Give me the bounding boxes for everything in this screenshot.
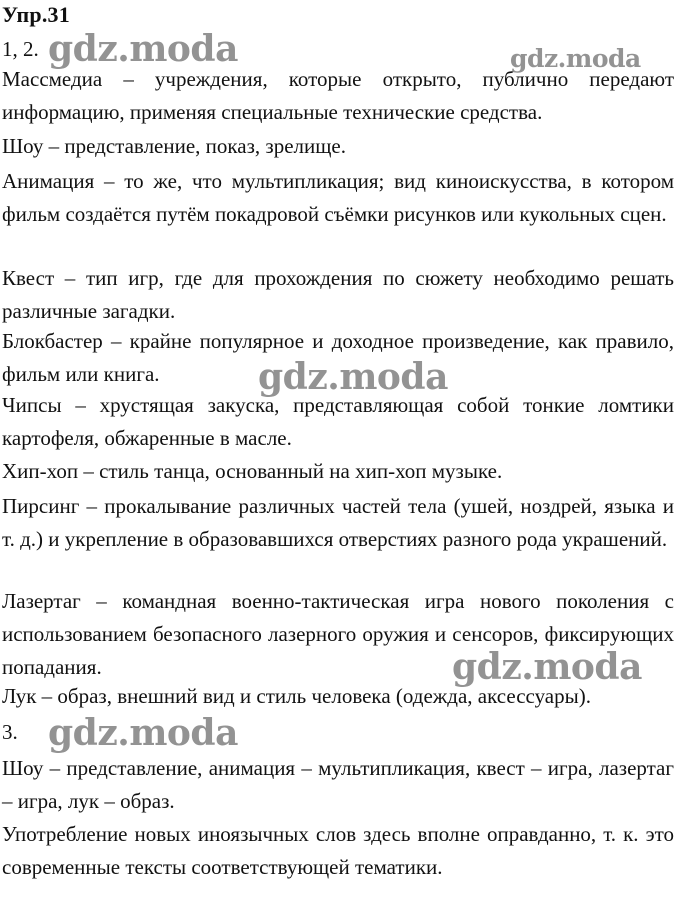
answer-3-pairs: Шоу – представление, анимация – мультипликация, квест – игра, лазертаг – игра, лук – образ.: [2, 756, 674, 813]
definition-blockbuster: Блокбастер – крайне популярное и доходное произведение, как правило, фильм или книга.: [2, 329, 674, 386]
definition-animation: Анимация – то же, что мультипликация; вид киноискусства, в котором фильм создаётся путём покадровой съёмки рисунков или кукольных сцен.: [2, 169, 674, 226]
answer-3-conclusion: Употребление новых иноязычных слов здесь вполне оправданно, т. к. это современные тексты соответствующей тематики.: [2, 822, 674, 879]
definition-hiphop: Хип-хоп – стиль танца, основанный на хип-хоп музыке.: [2, 459, 503, 483]
definition-look: Лук – образ, внешний вид и стиль человека (одежда, аксессуары).: [2, 684, 591, 708]
definition-piercing: Пирсинг – прокалывание различных частей тела (ушей, ноздрей, языка и т. д.) и укрепление в образовавшихся отверстиях разного рода украшений.: [2, 494, 674, 551]
definition-massmedia: Массмедиа – учреждения, которые открыто, публично передают информацию, применяя специальные технические средства.: [2, 67, 674, 124]
exercise-title: Упр.31: [2, 2, 70, 27]
definition-show: Шоу – представление, показ, зрелище.: [2, 134, 346, 158]
definition-chips: Чипсы – хрустящая закуска, представляющая собой тонкие ломтики картофеля, обжаренные в масле.: [2, 393, 674, 450]
watermark-logo: gdz.moda: [48, 28, 238, 70]
watermark-logo: gdz.moda: [510, 44, 641, 73]
definition-quest: Квест – тип игр, где для прохождения по сюжету необходимо решать различные загадки.: [2, 266, 674, 323]
watermark-logo: gdz.moda: [452, 646, 642, 688]
definition-lasertag: Лазертаг – командная военно-тактическая игра нового поколения с использованием безопасного лазерного оружия и сенсоров, фиксирующих попадания.: [2, 589, 674, 679]
section-3-label: 3.: [2, 720, 18, 744]
watermark-logo: gdz.moda: [258, 356, 448, 398]
section-1-2-label: 1, 2.: [2, 37, 39, 61]
watermark-logo: gdz.moda: [48, 712, 238, 754]
